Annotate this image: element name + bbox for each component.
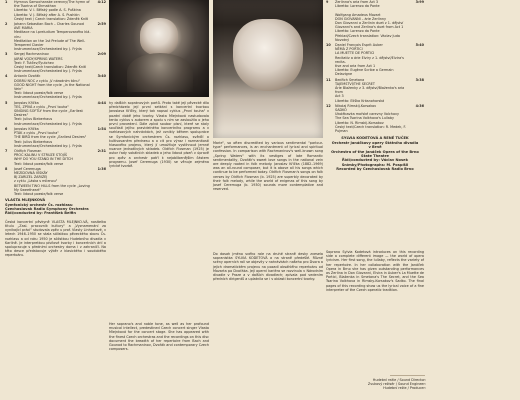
track-number: 7	[5, 148, 8, 153]
portrait-vlasta-mlejnkova	[109, 0, 209, 97]
portrait-face	[233, 19, 303, 91]
orchestra-credit-side-a: VLASTA MLEJNKOVÁ Symfonický orchestr Čs. rozhlasu Czechoslovak Radio Symphony Orchestra Řídí/conducted by: František Belfin	[5, 198, 89, 216]
notes-paragraph-en: Marie", so often discredited by various sentimental "parlour-type" performances, is an enchantment of lyrical and spiritual confession. In comparison with Rachmaninov's well-known song „Spring Waters" with its vestiges of late Romantic sentimentality, Dvořák's sweet love songs in the national vein are deeply rooted in folk melody. Jaroslav Křička (1882–1969) was an all-round composer, but it is above all his songs which continue to be performed today. Oldřich Flosman's songs on folk verses by Oldřich Flosman (b. 1925) are superbly decorated by their folk melody, while the world of enigmas of this song by Josef Ceremuga (b. 1930) sounds more contemplative and reserved.	[213, 141, 323, 192]
track-number: 8	[5, 166, 8, 171]
track-number: 11	[326, 77, 331, 82]
track-duration: 4:36	[415, 103, 424, 108]
credit-line-3: Hudební režie / Producer:	[383, 386, 426, 391]
track-description: Zerlinna's aria from Act 3 Libretto: Lorenzo da Ponte Wolfgang Amadeus Mozart DON GIOVANNI – árie Zerlinny Don Giovanni a Zerlinin duet z 1. dějství Giovanni's and Zerlina's duet from Act 1 Libretto: Lorenzo da Ponte Překlad/Czech translation: Václav Juda Novotný	[335, 0, 404, 42]
biography-paragraph-cz: Česká koncertní pěvkyně VLASTA MLEJNKO-VÁ, nositelka titulu „Zasl. pracovník kultury" a „Vyznamenání za vynikající práci" studovala zpěv u prof. Vlasty Linhartové, v letech 1946–1950 se stala sólistkou pěveckého sboru Čs. rozhlasu a od roku 1950 je sólistkou Hudebního divadla v Karlíně. Je interpretkou písňové tvorby i koncertních árií a spolupracuje s předními orchestry doma i v zahraničí. Na této desce představuje výběr z klasického i soudobého repertoáru.	[5, 219, 106, 258]
track-description: Hymnus Samochanske cerevny/The hymn of the Tsarina of Shmakhan Libretto: V. I. Bělský podle A. S. Puškina Libretto: V. J. Bělský after A. S. Pushkin Český text / Czech translation: Zdeněk Knitl	[14, 0, 90, 21]
track-description: Daniel François Esprit Auber NĚMÁ Z PORTICI LA MUETTE DE PORTICI Recitativ a árie Elviry z 1. dějství/Elvira's recita- tive and aria from Act 1 Libretto: Eugène Scribe a Germain Delavigne	[335, 43, 404, 77]
track-description: Oldřich Flosman PROČ KALINU V STRUZE STOJÍŠ WHY DO YOU STAND IN THE DITCH Text: lidová poesie/folk verse	[14, 148, 73, 166]
track-number: 9	[326, 0, 329, 4]
notes-paragraph-cz: Do dosah jméno svého rale na druhé straně desky zvesela sopranistka SYLVIA KODETOVÁ a na straně předešlé. Různé scény operních rolí se objevily v nahrávkách našeho pro Dvora a jejich dramatickém projevu na pozadí obsáhlého repertoáru od Mozarta po Dvořáka. Její operní kariéra se rozvinula v Národním divadle v Praze a v dalších divadlech; zpívala pod vedením předních dirigentů a uplatnila se i v oblasti koncertní tvorby.	[213, 252, 323, 282]
track-number: 4	[5, 74, 8, 79]
side-b-track	[326, 43, 424, 77]
track-duration: 3:38	[415, 77, 424, 82]
side-a-track	[5, 101, 106, 126]
track-duration: 1:54	[97, 126, 106, 131]
biography-paragraph-kodetova: Soprano Sylvia Kodetová introduces on this recording side a complete different image — the world of opera lyricism. Her first song, the lullaby, reflects the variety of her repertoire. In her collaboration with the Janáček Opera in Brno she has given outstanding performances as Zerlina in Don Giovanni, Elvira in Auber's La Muette de Portici, Blaženka in Smetana's The Secret, and the Sea Tsarina Volkhova in Rimsky-Korsakov's Sadko. The final pages of this recording show us the lyrical voice of a fine interpreter of the Czech operatic tradition.	[326, 250, 425, 292]
side-a-track	[5, 0, 106, 21]
side-a-track	[5, 52, 106, 73]
side-a-track	[5, 22, 106, 51]
credit-line-1: Hudební režie / Sound Director:	[372, 378, 426, 382]
track-duration: 2:59	[97, 22, 106, 27]
side-b-track	[326, 104, 424, 133]
production-credits	[340, 378, 426, 391]
track-number: 6	[5, 126, 8, 131]
track-list-side-a	[5, 0, 106, 196]
track-duration: 3:99	[415, 0, 424, 4]
track-list-side-b	[326, 0, 424, 133]
track-description: Johann Sebastian Bach – Charles Gounod AVE MARIA Meditace na I.preludium Temperovaného klá- víru Meditation on the 1st Prelude of The Well- Tempered Clavier Instrumentace/Orchestrated by: J. Frýda	[14, 22, 91, 52]
column-d	[326, 0, 424, 172]
track-duration: 3:40	[97, 74, 106, 79]
side-a-track	[5, 167, 106, 196]
side-b-track	[326, 0, 424, 42]
track-description: Jaroslav Křička TEŠ, ZPÍVÁ z cyklu „První touha" SINGING SOFTLY from the cycle „Earliest Desires" Text: Julius Bieberhaus Instrumentace/Orchestrated by: J. Frýda	[14, 100, 83, 126]
portrait-shoulder	[127, 53, 193, 92]
portrait-sylvia-kodetova	[213, 0, 323, 138]
track-description: Jaroslav Křička PTÁK z cyklu „První touha" THE BIRD from the cycle „Earliest Desires" Text: Julius Bieberhaus Instrumentace/Orchestrated by: J. Frýda	[14, 126, 87, 148]
track-duration: 2:09	[97, 52, 106, 57]
ensemble-credit-side-b: SYLVIA KODETOVÁ A RENÉ TUČEK Orchestr Janáčkovy opery Státního divadla v Brně Orchestra of the Janáček Opera of the Brno State Theatre Řídí/conducted by: Václav Nosek Snímky/Photographs: M. Pospíšil Recorded by Czechoslovak Radio Brno	[331, 136, 419, 172]
track-number: 12	[326, 103, 331, 108]
credits-divider	[390, 375, 425, 376]
track-duration: 4:12	[97, 0, 106, 4]
track-duration: 2:31	[97, 148, 106, 153]
track-duration: 4:44	[97, 100, 106, 105]
biography-paragraph-b: hy dalších sopránových partů. Proto také její pěvecké dílo předcházelo její první setkání s koncertní tvorbou Jaroslava Křičky, který tak napsal cyklus „První touha" v pozdní době jeho tvorby. Vlasta Mlejnková nastudovala tento cyklus s autorem a spolu s ním se zasloužila o jeho první provedení. Dále zpívá soubor písní, které se staly součástí jejího pravidelného koncertního programu a v rozhlasových nahrávkách, jež vznikly během spolupráce se Symfonickým orchestrem Čs. rozhlasu, svědčí o kultivovaném přednesu a o cit pro výraz i rozmanitosti hlasového projevu, který jí umožňuje vystihnout jemné nuance jednotlivých skladeb. Oldřich Flosman (1925) je autor řady vokálních skladeb a jeho lidová píseň v úpravě pro zpěv a orchestr patří k nejoblíbenějším částem programu. Josef Ceremuga (1930) se věnuje zejména lyrické tvorbě.	[109, 101, 209, 169]
track-number: 10	[326, 43, 331, 48]
biography-paragraph-en: Her soprano's and noble tone, as well as her profound musical intellect, predestined Czech concert singer Vlasta Mlejnková for the concert stage. She has appeared with the finest Czech orchestras and the recordings on this disc document the breadth of her repertoire from Bach and Gounod to Rachmaninov, Dvořák and contemporary Czech composers.	[109, 322, 209, 352]
credit-line-2: Zvukový režisér / Sound Engineer:	[367, 382, 426, 387]
track-number: 2	[5, 22, 8, 27]
track-duration: 5:40	[415, 43, 424, 48]
track-description: Nikolaj Rimskij-Korsakov SADKO Ukolébavka mořské carevny Volchovy The Sea Tsarina Volkhova's Lullaby Libretto: N. Rimskij-Korsakov Český text/Czech translation: R. Medek, F. Pujman	[335, 103, 406, 134]
side-b-track	[326, 78, 424, 103]
track-description: Bedřich Smetana TAJEMSTVÍ/THE SECRET Árie Blaženky z 3. dějství/Blaženka's aria from Act 3 Libretto: Eliška Krásnohorská	[335, 77, 405, 103]
column-a	[5, 0, 106, 258]
side-a-track	[5, 127, 106, 148]
portrait-face	[140, 18, 178, 55]
track-number: 1	[5, 0, 8, 4]
track-description: Sergej Rachmaninov JARNÍ VODY/SPRING WATERS Text: F. Ťutčev/Tyutchev Český text/Czech translation: Zdeněk Knitl Instrumentace/Orchestrated by: J. Frýda	[14, 52, 87, 74]
side-a-track	[5, 149, 106, 166]
track-description: Josef Ceremuga MEZIDOVNÁ VÍSKÁY BJ ZARIZEL ZARIZEJ z cyklu „Láska s milenou" BETWEEN TWO HILLS from the cycle „Loving My Sweetheart" Text: lidová poesie/folk verse	[14, 166, 90, 196]
track-number: 5	[5, 100, 8, 105]
track-duration: 1:36	[97, 166, 106, 171]
side-a-track	[5, 74, 106, 99]
track-description: Antonín Dvořák DOBRÚ NOC z cyklu „V národním tónu" GOOD NIGHT from the cycle „In the National Vein" Text: lidová poesie/folk verse Instrumentace/Orchestrated by: J. Frýda	[14, 74, 90, 100]
track-number: 3	[5, 52, 8, 57]
